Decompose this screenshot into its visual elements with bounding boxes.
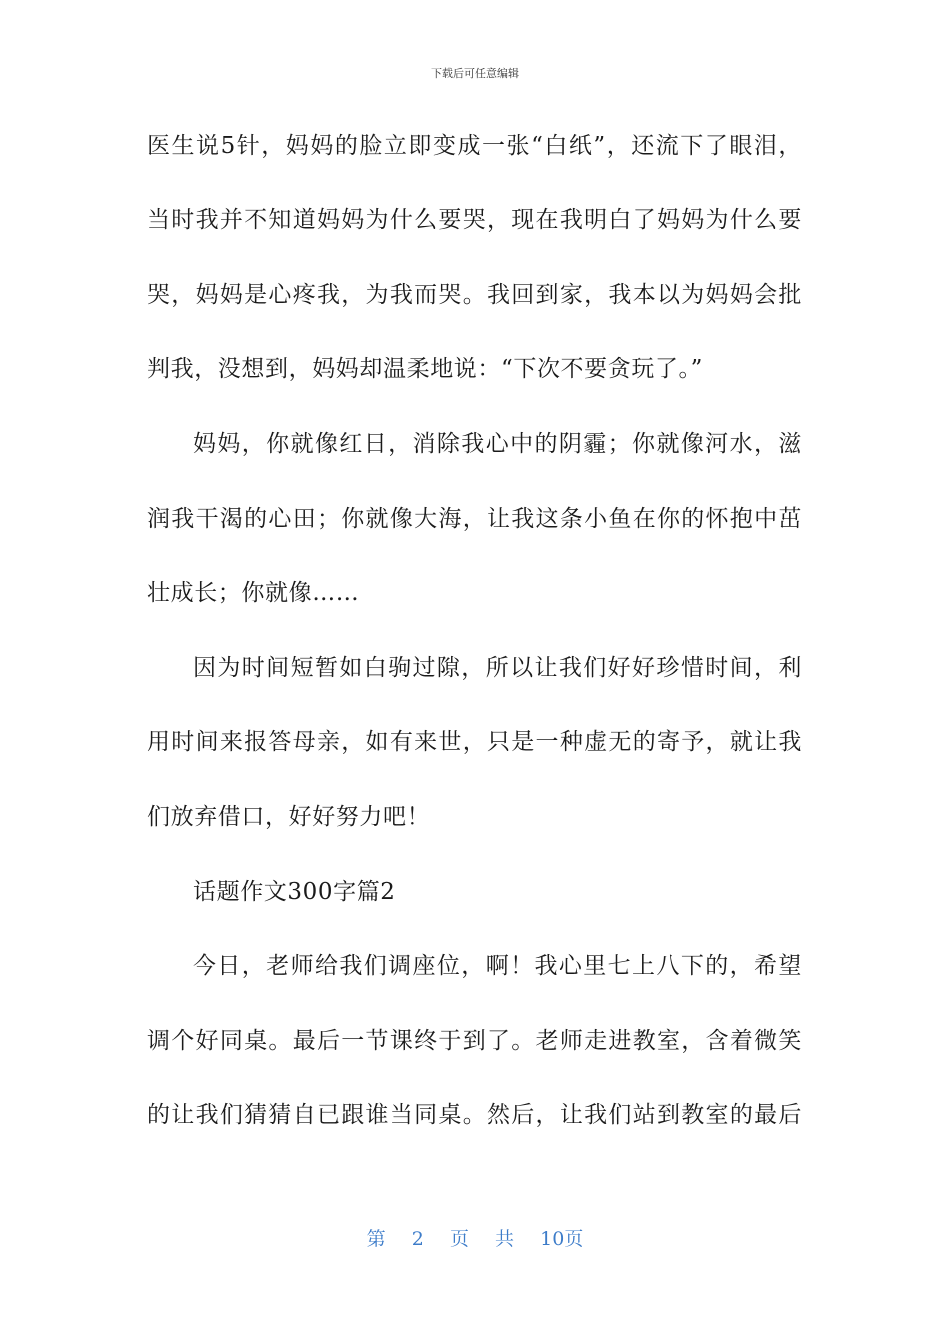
- text-line: 哭，妈妈是心疼我，为我而哭。我回到家，我本以为妈妈会批: [147, 282, 802, 308]
- total-pages: 10页: [540, 1228, 584, 1250]
- text-line: 判我，没想到，妈妈却温柔地说：“下次不要贪玩了。”: [147, 356, 704, 382]
- page-label-ye: 页: [449, 1228, 469, 1250]
- text-line: 因为时间短暂如白驹过隙，所以让我们好好珍惜时间，利: [193, 655, 802, 681]
- page-header-note: 下载后可任意编辑: [431, 67, 519, 80]
- page-label-gong: 共: [495, 1228, 515, 1250]
- text-line: 们放弃借口，好好努力吧！: [147, 804, 431, 830]
- text-line: 的让我们猜猜自已跟谁当同桌。然后，让我们站到教室的最后: [147, 1102, 802, 1128]
- text-line: 壮成长；你就像……: [147, 580, 360, 606]
- page-footer: [0, 1226, 950, 1252]
- text-line: 润我干渴的心田；你就像大海，让我这条小鱼在你的怀抱中茁: [147, 506, 802, 532]
- text-line: 医生说5针，妈妈的脸立即变成一张“白纸”，还流下了眼泪，: [147, 133, 802, 159]
- current-page-number: 2: [411, 1228, 424, 1250]
- page-label-di: 第: [366, 1228, 386, 1250]
- text-line: 当时我并不知道妈妈为什么要哭，现在我明白了妈妈为什么要: [147, 207, 802, 233]
- section-heading: 话题作文300字篇2: [193, 879, 396, 905]
- text-line: 妈妈，你就像红日，消除我心中的阴霾；你就像河水，滋: [193, 431, 802, 457]
- text-line: 用时间来报答母亲，如有来世，只是一种虚无的寄予，就让我: [147, 729, 802, 755]
- text-line: 今日，老师给我们调座位，啊！我心里七上八下的，希望: [193, 953, 802, 979]
- text-line: 调个好同桌。最后一节课终于到了。老师走进教室，含着微笑: [147, 1028, 802, 1054]
